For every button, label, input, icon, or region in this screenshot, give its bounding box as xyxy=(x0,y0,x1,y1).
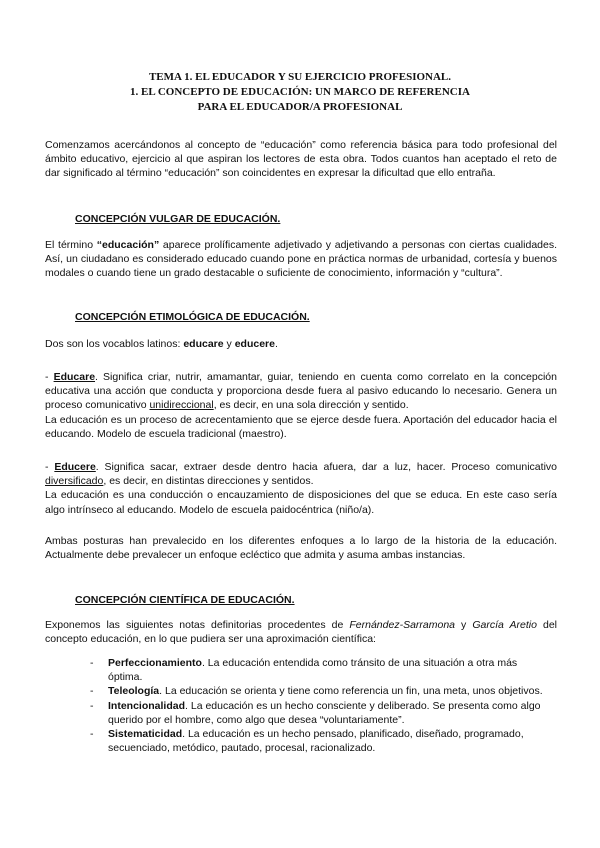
list-item: - Perfeccionamiento. La educación entendida como tránsito de una situación a otra más óptima. xyxy=(90,657,518,684)
heading-cientifica: CONCEPCIÓN CIENTÍFICA DE EDUCACIÓN. xyxy=(75,594,295,606)
term-educare: Educare xyxy=(53,371,96,383)
intro-paragraph: Comenzamos acercándonos al concepto de “educación” como referencia básica para todo profesional del ámbito educativo, ejercicio al que aspiran los lectores de esta obra. Todos cuantos han aceptado el reto de dar significado al término “educación” son coincidentes en expresar la dificultad que ello entraña. xyxy=(45,139,557,180)
document-title xyxy=(0,70,600,115)
vulgar-paragraph: El término “educación” aparece prolíficamente adjetivado y adjetivando a personas con ciertas cualidades. Así, un ciudadano es considerado educado cuando pone en práctica normas de urbanidad, cortesía y buenos modales o cuando tiene un grado destacable o suficiente de conocimiento, información y “cultura”. xyxy=(45,239,557,280)
etimologica-conclusion: Ambas posturas han prevalecido en los diferentes enfoques a lo largo de la historia de la educación. Actualmente debe prevalecer un enfoque ecléctico que admita y asuma ambas instancias. xyxy=(45,535,557,562)
etimologica-intro: Dos son los vocablos latinos: educare y educere. xyxy=(45,338,278,350)
list-item: - Intencionalidad. La educación es un hecho consciente y deliberado. Se presenta como algo querido por el hombre, como algo que desea “voluntariamente”. xyxy=(90,699,541,726)
title-line-1: TEMA 1. EL EDUCADOR Y SU EJERCICIO PROFESIONAL. xyxy=(148,71,452,83)
heading-vulgar: CONCEPCIÓN VULGAR DE EDUCACIÓN. xyxy=(75,213,281,225)
author-garcia-aretio: García Aretio xyxy=(472,619,537,631)
definitorias-list xyxy=(90,656,550,755)
word-educare: educare xyxy=(183,338,224,350)
title-line-2: 1. EL CONCEPTO DE EDUCACIÓN: UN MARCO DE REFERENCIA xyxy=(130,86,470,98)
title-line-3: PARA EL EDUCADOR/A PROFESIONAL xyxy=(197,101,403,113)
word-educere: educere xyxy=(234,338,275,350)
educere-paragraph: - Educere. Significa sacar, extraer desde dentro hacia afuera, dar a luz, hacer. Proceso comunicativo diversificado, es decir, en distintas direcciones y sentidos. La educación es una conducción o encauzamiento de disposiciones del que se educa. En este caso sería algo intrínseco al educando. Modelo de escuela paidocéntrica (niño/a). xyxy=(45,461,557,516)
list-item: - Teleología. La educación se orienta y tiene como referencia un fin, una meta, unos objetivos. xyxy=(90,685,543,698)
educare-paragraph: - Educare. Significa criar, nutrir, amamantar, guiar, teniendo en cuenta como correlato en la concepción educativa una acción que conducta y proporciona desde fuera al pasivo educando lo necesario. Genera un proceso comunicativo unidireccional, es decir, en una sola dirección y sentido. La educación es un proceso de acrecentamiento que se ejerce desde fuera. Aportación del educador hacia el educando. Modelo de escuela tradicional (maestro). xyxy=(45,371,557,440)
heading-etimologica: CONCEPCIÓN ETIMOLÓGICA DE EDUCACIÓN. xyxy=(75,311,310,323)
author-fernandez-sarramona: Fernández-Sarramona xyxy=(349,619,456,631)
underlined-unidireccional: unidireccional xyxy=(149,399,214,412)
term-educere: Educere xyxy=(54,461,96,473)
list-item: - Sistematicidad. La educación es un hecho pensado, planificado, diseñado, programado, secuenciado, metódico, pautado, procesal, racionalizado. xyxy=(90,728,524,755)
term-educacion: “educación” xyxy=(96,239,160,251)
underlined-diversificado: diversificado xyxy=(45,475,104,488)
cientifica-intro: Exponemos las siguientes notas definitorias procedentes de Fernández-Sarramona y García Aretio del concepto educación, en lo que pudiera ser una aproximación científica: xyxy=(45,619,558,646)
